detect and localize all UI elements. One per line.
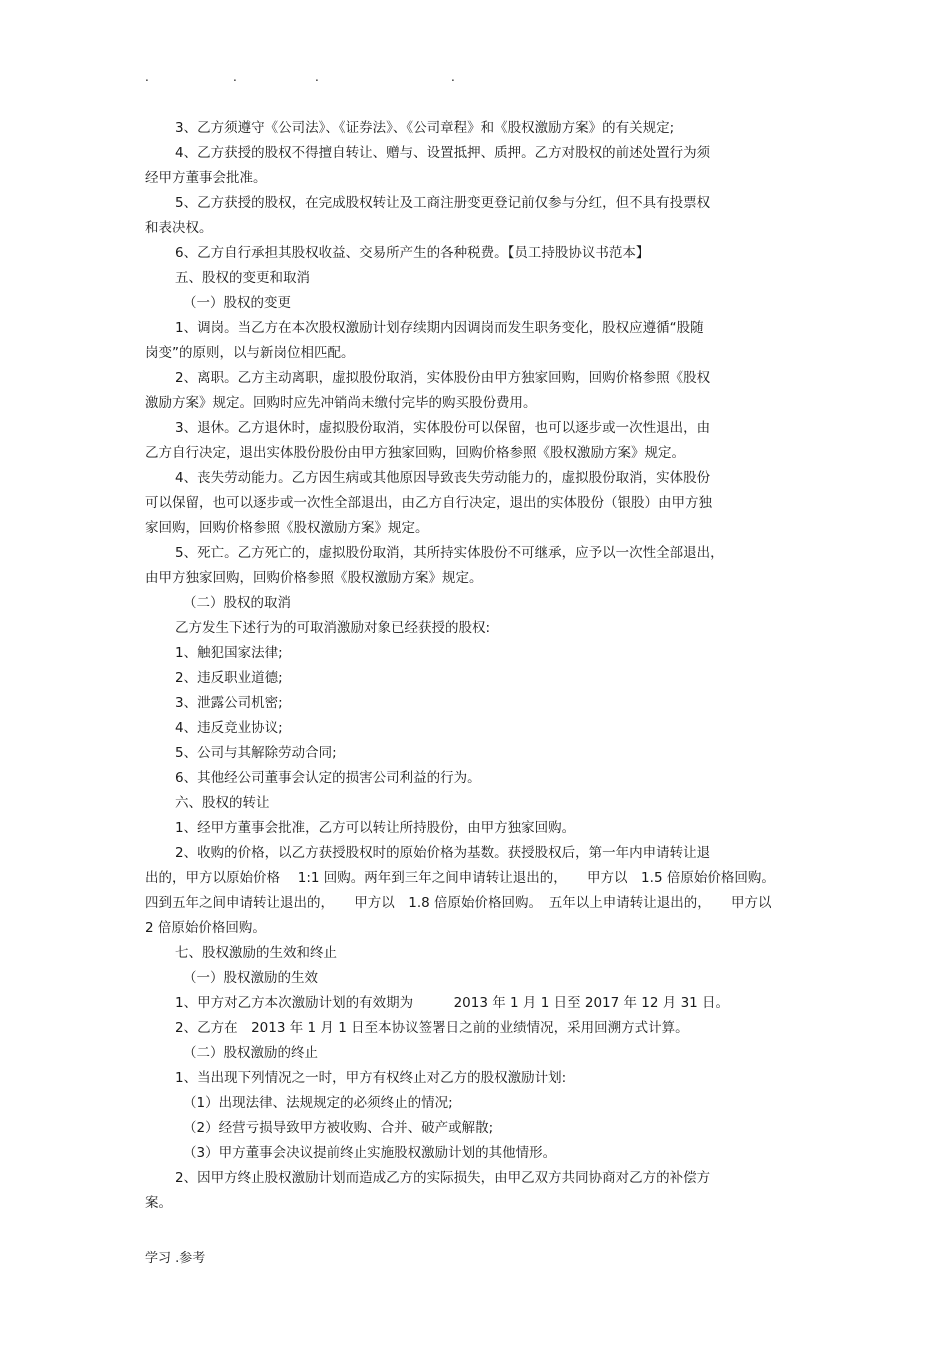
list-item: （2）经营亏损导致甲方被收购、合并、破产或解散; — [183, 1120, 494, 1136]
paragraph-line: 出的，甲方以原始价格 1:1 回购。两年到三年之间申请转让退出的， 甲方以 1.5 倍原始价格回购。 — [145, 870, 775, 886]
paragraph-line: 5、乙方获授的股权，在完成股权转让及工商注册变更登记前仅参与分红，但不具有投票权 — [175, 195, 711, 211]
paragraph-line: 2、离职。乙方主动离职，虚拟股份取消，实体股份由甲方独家回购，回购价格参照《股权 — [175, 370, 711, 386]
paragraph-line: 4、丧失劳动能力。乙方因生病或其他原因导致丧失劳动能力的，虚拟股份取消，实体股份 — [175, 470, 711, 486]
header-dot: . — [451, 70, 455, 84]
header-dot: . — [315, 70, 319, 84]
section-heading: 五、股权的变更和取消 — [175, 270, 310, 286]
subsection-heading: （二）股权激励的终止 — [183, 1045, 318, 1061]
header-dot: . — [233, 70, 237, 84]
list-item: 4、违反竞业协议; — [175, 720, 283, 736]
paragraph-line: 3、退休。乙方退休时，虚拟股份取消，实体股份可以保留，也可以逐步或一次性退出，由 — [175, 420, 711, 436]
paragraph-line: 乙方发生下述行为的可取消激励对象已经获授的股权: — [175, 620, 491, 636]
paragraph-line: 激励方案》规定。回购时应先冲销尚未缴付完毕的购买股份费用。 — [145, 395, 537, 411]
paragraph-line: 1、经甲方董事会批准，乙方可以转让所持股份，由甲方独家回购。 — [175, 820, 576, 836]
paragraph-line: 6、乙方自行承担其股权收益、交易所产生的各种税费。【员工持股协议书范本】 — [175, 245, 650, 261]
paragraph-line: 和表决权。 — [145, 220, 213, 236]
paragraph-line: 3、乙方须遵守《公司法》、《证券法》、《公司章程》和《股权激励方案》的有关规定; — [175, 120, 675, 136]
paragraph-line: 1、当出现下列情况之一时，甲方有权终止对乙方的股权激励计划: — [175, 1070, 567, 1086]
subsection-heading: （一）股权的变更 — [183, 295, 291, 311]
paragraph-line: 2 倍原始价格回购。 — [145, 920, 266, 936]
subsection-heading: （二）股权的取消 — [183, 595, 291, 611]
header-dots — [0, 70, 950, 86]
paragraph-line: 可以保留，也可以逐步或一次性全部退出，由乙方自行决定，退出的实体股份（银股）由甲方独 — [145, 495, 712, 511]
subsection-heading: （一）股权激励的生效 — [183, 970, 318, 986]
paragraph-line: 由甲方独家回购，回购价格参照《股权激励方案》规定。 — [145, 570, 483, 586]
paragraph-line: 4、乙方获授的股权不得擅自转让、赠与、设置抵押、质押。乙方对股权的前述处置行为须 — [175, 145, 711, 161]
document-body — [145, 116, 805, 1216]
paragraph-line: 岗变”的原则，以与新岗位相匹配。 — [145, 345, 355, 361]
list-item: 2、违反职业道德; — [175, 670, 283, 686]
list-item: 6、其他经公司董事会认定的损害公司利益的行为。 — [175, 770, 481, 786]
paragraph-line: 2、收购的价格，以乙方获授股权时的原始价格为基数。获授股权后，第一年内申请转让退 — [175, 845, 711, 861]
paragraph-line: 2、乙方在 2013 年 1 月 1 日至本协议签署日之前的业绩情况，采用回溯方式计算。 — [175, 1020, 689, 1036]
paragraph-line: 1、调岗。当乙方在本次股权激励计划存续期内因调岗而发生职务变化，股权应遵循“股随 — [175, 320, 704, 336]
list-item: 5、公司与其解除劳动合同; — [175, 745, 337, 761]
paragraph-line: 2、因甲方终止股权激励计划而造成乙方的实际损失，由甲乙双方共同协商对乙方的补偿方 — [175, 1170, 711, 1186]
section-heading: 六、股权的转让 — [175, 795, 270, 811]
paragraph-line: 1、甲方对乙方本次激励计划的有效期为 2013 年 1 月 1 日至 2017 年 12 月 31 日。 — [175, 995, 730, 1011]
paragraph-line: 5、死亡。乙方死亡的，虚拟股份取消，其所持实体股份不可继承，应予以一次性全部退出， — [175, 545, 724, 561]
page-footer: 学习 .参考 — [145, 1251, 206, 1266]
paragraph-line: 四到五年之间申请转让退出的， 甲方以 1.8 倍原始价格回购。 五年以上申请转让退出的， 甲方以 — [145, 895, 772, 911]
paragraph-line: 家回购，回购价格参照《股权激励方案》规定。 — [145, 520, 429, 536]
header-dot: . — [145, 70, 149, 84]
paragraph-line: 乙方自行决定，退出实体股份股份由甲方独家回购，回购价格参照《股权激励方案》规定。 — [145, 445, 685, 461]
paragraph-line: 经甲方董事会批准。 — [145, 170, 267, 186]
list-item: 3、泄露公司机密; — [175, 695, 283, 711]
list-item: （1）出现法律、法规规定的必须终止的情况; — [183, 1095, 453, 1111]
list-item: （3）甲方董事会决议提前终止实施股权激励计划的其他情形。 — [183, 1145, 557, 1161]
paragraph-line: 案。 — [145, 1195, 172, 1211]
list-item: 1、触犯国家法律; — [175, 645, 283, 661]
section-heading: 七、股权激励的生效和终止 — [175, 945, 337, 961]
